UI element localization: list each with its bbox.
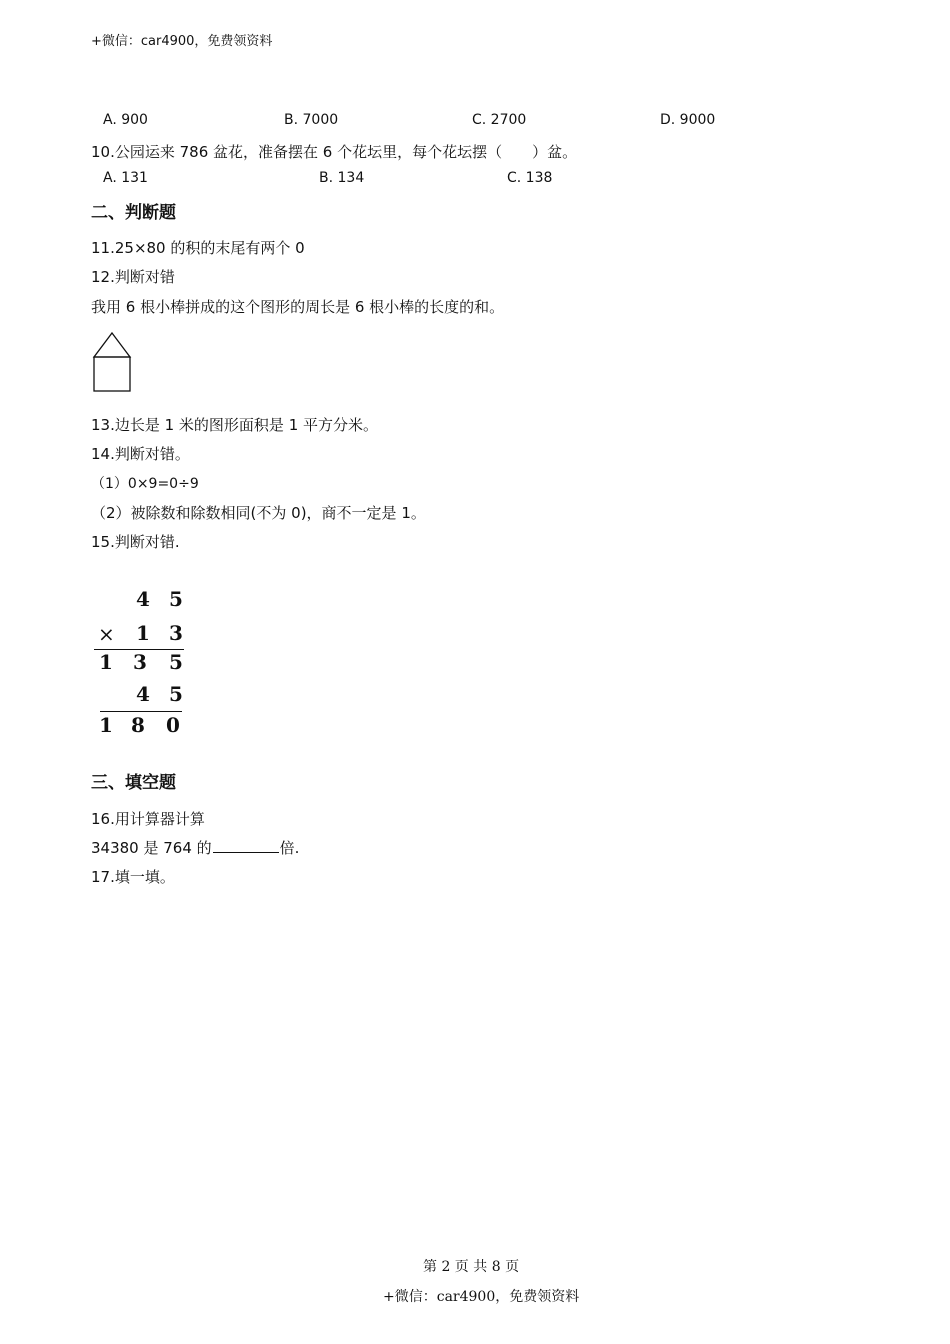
q13-text: 13.边长是 1 米的图形面积是 1 平方分米。: [91, 416, 379, 434]
q16-prefix: 34380 是 764 的: [91, 839, 212, 857]
house-roof: [94, 333, 130, 357]
mult-top-digit: 4: [136, 587, 150, 611]
q14-title: 14.判断对错。: [91, 445, 190, 463]
result-digit: 1: [99, 713, 113, 737]
vertical-multiplication: [90, 585, 200, 745]
mult-top-digit: 5: [169, 587, 183, 611]
section-2-title: 二、判断题: [91, 203, 176, 223]
result-digit: 0: [166, 713, 180, 737]
mult-second-digit: 3: [169, 621, 183, 645]
mult-rule-2: [100, 711, 182, 712]
q15-title: 15.判断对错.: [91, 533, 180, 551]
q11-text: 11.25×80 的积的末尾有两个 0: [91, 239, 305, 257]
header-watermark: +微信：car4900，免费领资料: [91, 34, 273, 49]
multiply-sign: ×: [98, 622, 115, 646]
house-figure: [92, 331, 134, 395]
q10-text: 10.公园运来 786 盆花，准备摆在 6 个花坛里，每个花坛摆（ ）盆。: [91, 143, 578, 161]
q12-title: 12.判断对错: [91, 268, 175, 286]
house-body: [94, 357, 130, 391]
result-digit: 8: [131, 713, 145, 737]
partial-product-1-digit: 3: [133, 650, 147, 674]
q16-line: [91, 837, 299, 858]
q9-option-c: C. 2700: [472, 112, 527, 128]
partial-product-1-digit: 1: [99, 650, 113, 674]
mult-second-digit: 1: [136, 621, 150, 645]
partial-product-1-digit: 5: [169, 650, 183, 674]
q10-option-b: B. 134: [319, 170, 365, 186]
q9-option-b: B. 7000: [284, 112, 339, 128]
q12-text: 我用 6 根小棒拼成的这个图形的周长是 6 根小棒的长度的和。: [91, 298, 505, 316]
page-number: 第 2 页 共 8 页: [423, 1259, 520, 1275]
partial-product-2-digit: 5: [169, 682, 183, 706]
q14-item-2: （2）被除数和除数相同(不为 0)，商不一定是 1。: [91, 504, 426, 522]
q9-option-a: A. 900: [103, 112, 148, 128]
q16-suffix: 倍.: [279, 839, 300, 857]
q17-text: 17.填一填。: [91, 868, 175, 886]
q16-answer-blank[interactable]: [213, 838, 279, 853]
q10-option-a: A. 131: [103, 170, 148, 186]
section-3-title: 三、填空题: [91, 773, 176, 793]
q10-option-c: C. 138: [507, 170, 553, 186]
q16-title: 16.用计算器计算: [91, 810, 205, 828]
q14-item-1: （1）0×9=0÷9: [91, 476, 199, 492]
footer-watermark: +微信：car4900，免费领资料: [383, 1289, 580, 1305]
partial-product-2-digit: 4: [136, 682, 150, 706]
q9-option-d: D. 9000: [660, 112, 716, 128]
